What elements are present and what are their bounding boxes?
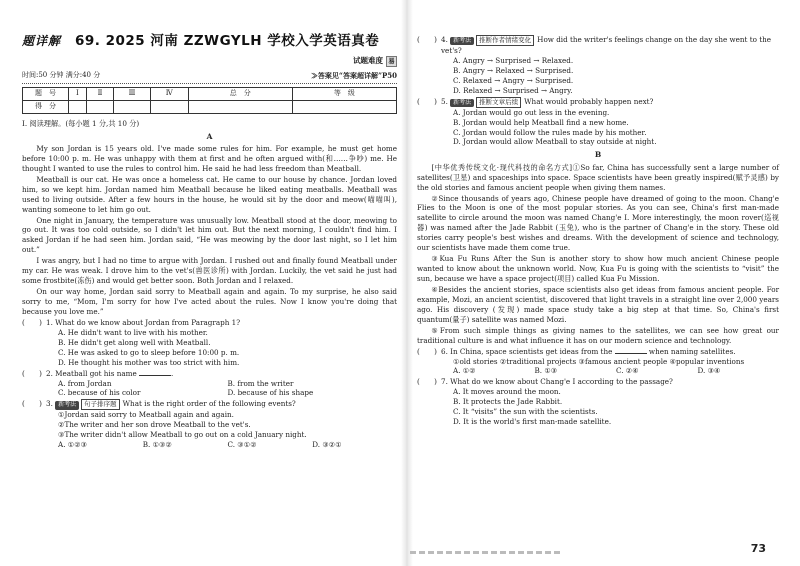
meta-row bbox=[22, 71, 397, 81]
option[interactable]: C. Jordan would follow the rules made by his mother. bbox=[453, 127, 647, 137]
option[interactable]: D. Relaxed → Surprised → Angry. bbox=[453, 85, 573, 95]
new-format-tag: 新考法 bbox=[450, 37, 474, 45]
option-row bbox=[417, 366, 779, 376]
passage-paragraph: ②Since thousands of years ago, Chinese people have dreamed of going to the moon. Chang'e Flies to the Moon is one of the most popular stories. As you can see, China's first man-made satellite to circle around the moon was named Chang'e I. More interestingly, the moon rover(巡视器) was named after the Jade Rabbit (玉兔), who is the partner of Chang'e in the story. These old stories carry people's best wishes and dreams. With the development of science and technology, our scientists have made them come true. bbox=[417, 193, 779, 253]
answer-blank[interactable] bbox=[139, 369, 171, 376]
passage-paragraph: [中华优秀传统文化·现代科技的命名方式]①So far, China has successfully sent a large number of satellites(卫星) and spaceships into space. Space scientists have been greatly inspired(赋予灵感) by the old stories and famous ancient people when giving them names. bbox=[417, 162, 779, 192]
option[interactable]: C. Relaxed → Angry → Surprised. bbox=[453, 75, 574, 85]
option[interactable]: B. ①③② bbox=[142, 440, 172, 450]
passage-paragraph: My son Jordan is 15 years old. I've made some rules for him. For example, he must get home before 10:00 p. m. He was unhappy with them at first and he often argued with(和……争吵) me. He thought I wanted to use the rules to control him. He said he had less freedom than Meatball. bbox=[22, 143, 397, 173]
score-table bbox=[22, 87, 397, 114]
option[interactable]: C. ③①② bbox=[227, 440, 257, 450]
question-stem: How did the writer's feelings change on the day she went to the vet's? bbox=[441, 35, 771, 55]
option[interactable]: D. because of his shape bbox=[227, 388, 314, 398]
option[interactable]: D. He thought his mother was too strict with him. bbox=[58, 357, 240, 367]
question-stem: What do we know about Chang'e I according to the passage? bbox=[450, 377, 673, 387]
question-type-tag: 推断文章后续 bbox=[476, 97, 521, 108]
table-cell: 等 级 bbox=[292, 87, 396, 100]
question-type-tag: 句子排序题 bbox=[81, 399, 120, 410]
option[interactable]: A. It moves around the moon. bbox=[453, 387, 561, 397]
answer-bracket[interactable]: ( ) bbox=[417, 35, 437, 44]
option[interactable]: B. He didn't get along well with Meatball. bbox=[58, 337, 211, 347]
passage-paragraph: ④Besides the ancient stories, space scientists also get ideas from famous ancient people. For example, Mozi, an ancient scientist, discovered that light travels in a straight line over 2,000 years ago. His discovery (发现) made space study take a big step at that time. So, China's first quantum(量子) satellite was named Mozi. bbox=[417, 284, 779, 324]
divider bbox=[22, 83, 397, 84]
difficulty-mark: 易 bbox=[386, 56, 397, 67]
option[interactable]: A. ①② bbox=[453, 366, 476, 376]
score-table-row bbox=[23, 100, 397, 113]
option[interactable]: B. from the writer bbox=[227, 378, 294, 388]
right-page bbox=[417, 34, 779, 427]
event-item: ②The writer and her son drove Meatball to the vet's. bbox=[58, 420, 251, 430]
option[interactable]: A. He didn't want to live with his mother. bbox=[58, 327, 208, 337]
question-stem: In China, space scientists get ideas from the bbox=[450, 346, 613, 356]
difficulty-label: 试题难度 易 bbox=[353, 56, 397, 67]
question-6: ( ) 6. In China, space scientists get ideas from the when naming satellites. bbox=[417, 346, 736, 356]
table-cell[interactable] bbox=[292, 100, 396, 113]
question-4: ( ) 4. 新考法 推断作者情绪变化 How did the writer's feelings change on the day she went to the vet's? bbox=[417, 35, 771, 55]
table-cell[interactable] bbox=[150, 100, 188, 113]
time-score-info: 时间:50 分钟 满分:40 分 bbox=[22, 71, 101, 79]
question-number: 2 bbox=[46, 368, 51, 378]
option[interactable]: A. Angry → Surprised → Relaxed. bbox=[453, 55, 574, 65]
table-cell[interactable] bbox=[86, 100, 113, 113]
question-type-tag: 推断作者情绪变化 bbox=[476, 35, 534, 46]
question-number: 1 bbox=[46, 317, 51, 327]
answer-bracket[interactable]: ( ) bbox=[22, 399, 42, 409]
option[interactable]: C. because of his color bbox=[58, 388, 141, 398]
question-stem: Meatball got his name bbox=[55, 368, 137, 378]
option[interactable]: D. ③④ bbox=[697, 366, 721, 376]
question-5: ( ) 5. 新考法 推断文章后续 What would probably happen next? bbox=[417, 96, 654, 106]
option[interactable]: D. Jordan would allow Meatball to stay outside at night. bbox=[453, 137, 657, 147]
section-heading: Ⅰ. 阅读理解。(每小题 1 分,共 10 分) bbox=[22, 118, 140, 128]
brand-logo: 题详解 bbox=[22, 33, 62, 48]
question-number: 7 bbox=[441, 377, 446, 387]
difficulty-row bbox=[22, 56, 397, 67]
question-stem: What do we know about Jordan from Paragraph 1? bbox=[55, 317, 241, 327]
question-number: 5 bbox=[441, 96, 446, 106]
option[interactable]: B. Angry → Relaxed → Surprised. bbox=[453, 65, 574, 75]
passage-paragraph: ③Kua Fu Runs After the Sun is another story to show how much ancient Chinese people wanted to know about the unknown world. Now, Kua Fu is going with the scientists to “visit” the sun, because we have a space project(项目) called Kua Fu Mission. bbox=[417, 254, 779, 284]
event-item: ①Jordan said sorry to Meatball again and again. bbox=[58, 410, 234, 420]
table-cell[interactable] bbox=[69, 100, 87, 113]
table-cell[interactable] bbox=[188, 100, 292, 113]
option[interactable]: A. from Jordan bbox=[58, 378, 112, 388]
page-number: 73 bbox=[750, 541, 766, 555]
passage-paragraph: On our way home, Jordan said sorry to Meatball again and again. To my surprise, he also said sorry to me, “Mom, I'm sorry for how I've acted about the rules. Now I know you're doing that because you love me.” bbox=[22, 287, 397, 316]
question-number: 3 bbox=[46, 399, 51, 409]
question-stem: when naming satellites. bbox=[648, 346, 736, 356]
new-format-tag: 新考法 bbox=[55, 401, 79, 409]
score-table-header bbox=[23, 87, 397, 100]
title-row bbox=[22, 30, 397, 52]
choice-list: ①old stories ②traditional projects ③famous ancient people ④popular inventions bbox=[453, 356, 745, 366]
option[interactable]: C. It “visits” the sun with the scientists. bbox=[453, 407, 598, 417]
passage-paragraph: One night in January, the temperature was unusually low. Meatball stood at the door, meowing to go out. It was too cold outside, so I didn't let him out. But the next morning, I couldn't find him. I asked Jordan if he had seen him. Jordan said, “He was meowing by the door last night, so I let him out.” bbox=[22, 215, 397, 255]
question-number: 6 bbox=[441, 346, 446, 356]
table-cell: 得 分 bbox=[23, 100, 69, 113]
left-page bbox=[22, 30, 397, 450]
table-cell: Ⅳ bbox=[150, 87, 188, 100]
option[interactable]: B. ①③ bbox=[534, 366, 558, 376]
answer-reference: ≫答案见“答案超详解”P50 bbox=[310, 71, 397, 80]
question-3: ( ) 3. 新考法 句子排序题 What is the right order of the following events? bbox=[22, 399, 296, 409]
answer-bracket[interactable]: ( ) bbox=[22, 317, 42, 327]
option[interactable]: D. ③②① bbox=[312, 440, 342, 450]
question-2: ( ) 2. Meatball got his name . bbox=[22, 368, 174, 378]
passage-paragraph: I was angry, but I had no time to argue with Jordan. I rushed out and finally found Meatball under my car. He was weak. I drove him to the vet's(兽医诊所) with Jordan. Luckily, the vet said he just had some frostbite(冻伤) and would get better soon. Both Jordan and I relaxed. bbox=[22, 256, 397, 286]
question-7: ( ) 7. What do we know about Chang'e I according to the passage? bbox=[417, 377, 673, 387]
question-1: ( ) 1. What do we know about Jordan from Paragraph 1? bbox=[22, 317, 241, 327]
table-cell[interactable] bbox=[114, 100, 151, 113]
option[interactable]: A. Jordan would go out less in the evening. bbox=[453, 107, 610, 117]
table-cell: Ⅱ bbox=[86, 87, 113, 100]
passage-label-b: B bbox=[594, 150, 602, 160]
footer-decoration bbox=[410, 551, 560, 554]
answer-blank[interactable] bbox=[615, 347, 647, 354]
table-cell: Ⅲ bbox=[114, 87, 151, 100]
question-number: 4 bbox=[441, 35, 446, 44]
option-row bbox=[22, 379, 397, 389]
option[interactable]: D. It is the world's first man-made satellite. bbox=[453, 417, 612, 427]
table-cell: Ⅰ bbox=[69, 87, 87, 100]
answer-bracket[interactable]: ( ) bbox=[417, 377, 437, 387]
page-gutter bbox=[401, 0, 413, 566]
new-format-tag: 新考法 bbox=[450, 99, 474, 107]
option-row bbox=[22, 440, 397, 450]
question-stem: What is the right order of the following events? bbox=[122, 399, 296, 409]
passage-label-a: A bbox=[206, 131, 213, 141]
passage-paragraph: ⑤From such simple things as giving names to the satellites, we can see how great our traditional culture is and what influence it has on our modern science and technology. bbox=[417, 325, 779, 345]
answer-bracket[interactable]: ( ) bbox=[417, 346, 437, 356]
answer-bracket[interactable]: ( ) bbox=[22, 368, 42, 378]
passage-paragraph: Meatball is our cat. He was once a homeless cat. He came to our house by chance. Jordan loved him, so we kept him. Jordan named him Meatball because he liked eating meatballs. Meatball was used to living outside. After a few hours in the house, he would sit by the door and meow(喵喵叫), wanting someone to let him go out. bbox=[22, 174, 397, 214]
answer-bracket[interactable]: ( ) bbox=[417, 96, 437, 106]
option[interactable]: C. He was asked to go to sleep before 10:00 p. m. bbox=[58, 347, 240, 357]
option[interactable]: A. ①②③ bbox=[58, 440, 88, 450]
option-row bbox=[22, 388, 397, 398]
option[interactable]: B. Jordan would help Meatball find a new home. bbox=[453, 117, 629, 127]
question-stem: What would probably happen next? bbox=[524, 96, 654, 106]
page-title: 69. 2025 河南 ZZWGYLH 学校入学英语真卷 bbox=[75, 32, 380, 49]
table-cell: 题 号 bbox=[23, 87, 69, 100]
option[interactable]: C. ②④ bbox=[616, 366, 639, 376]
event-item: ③The writer didn't allow Meatball to go out on a cold January night. bbox=[58, 430, 307, 440]
option[interactable]: B. It protects the Jade Rabbit. bbox=[453, 397, 563, 407]
table-cell: 总 分 bbox=[188, 87, 292, 100]
